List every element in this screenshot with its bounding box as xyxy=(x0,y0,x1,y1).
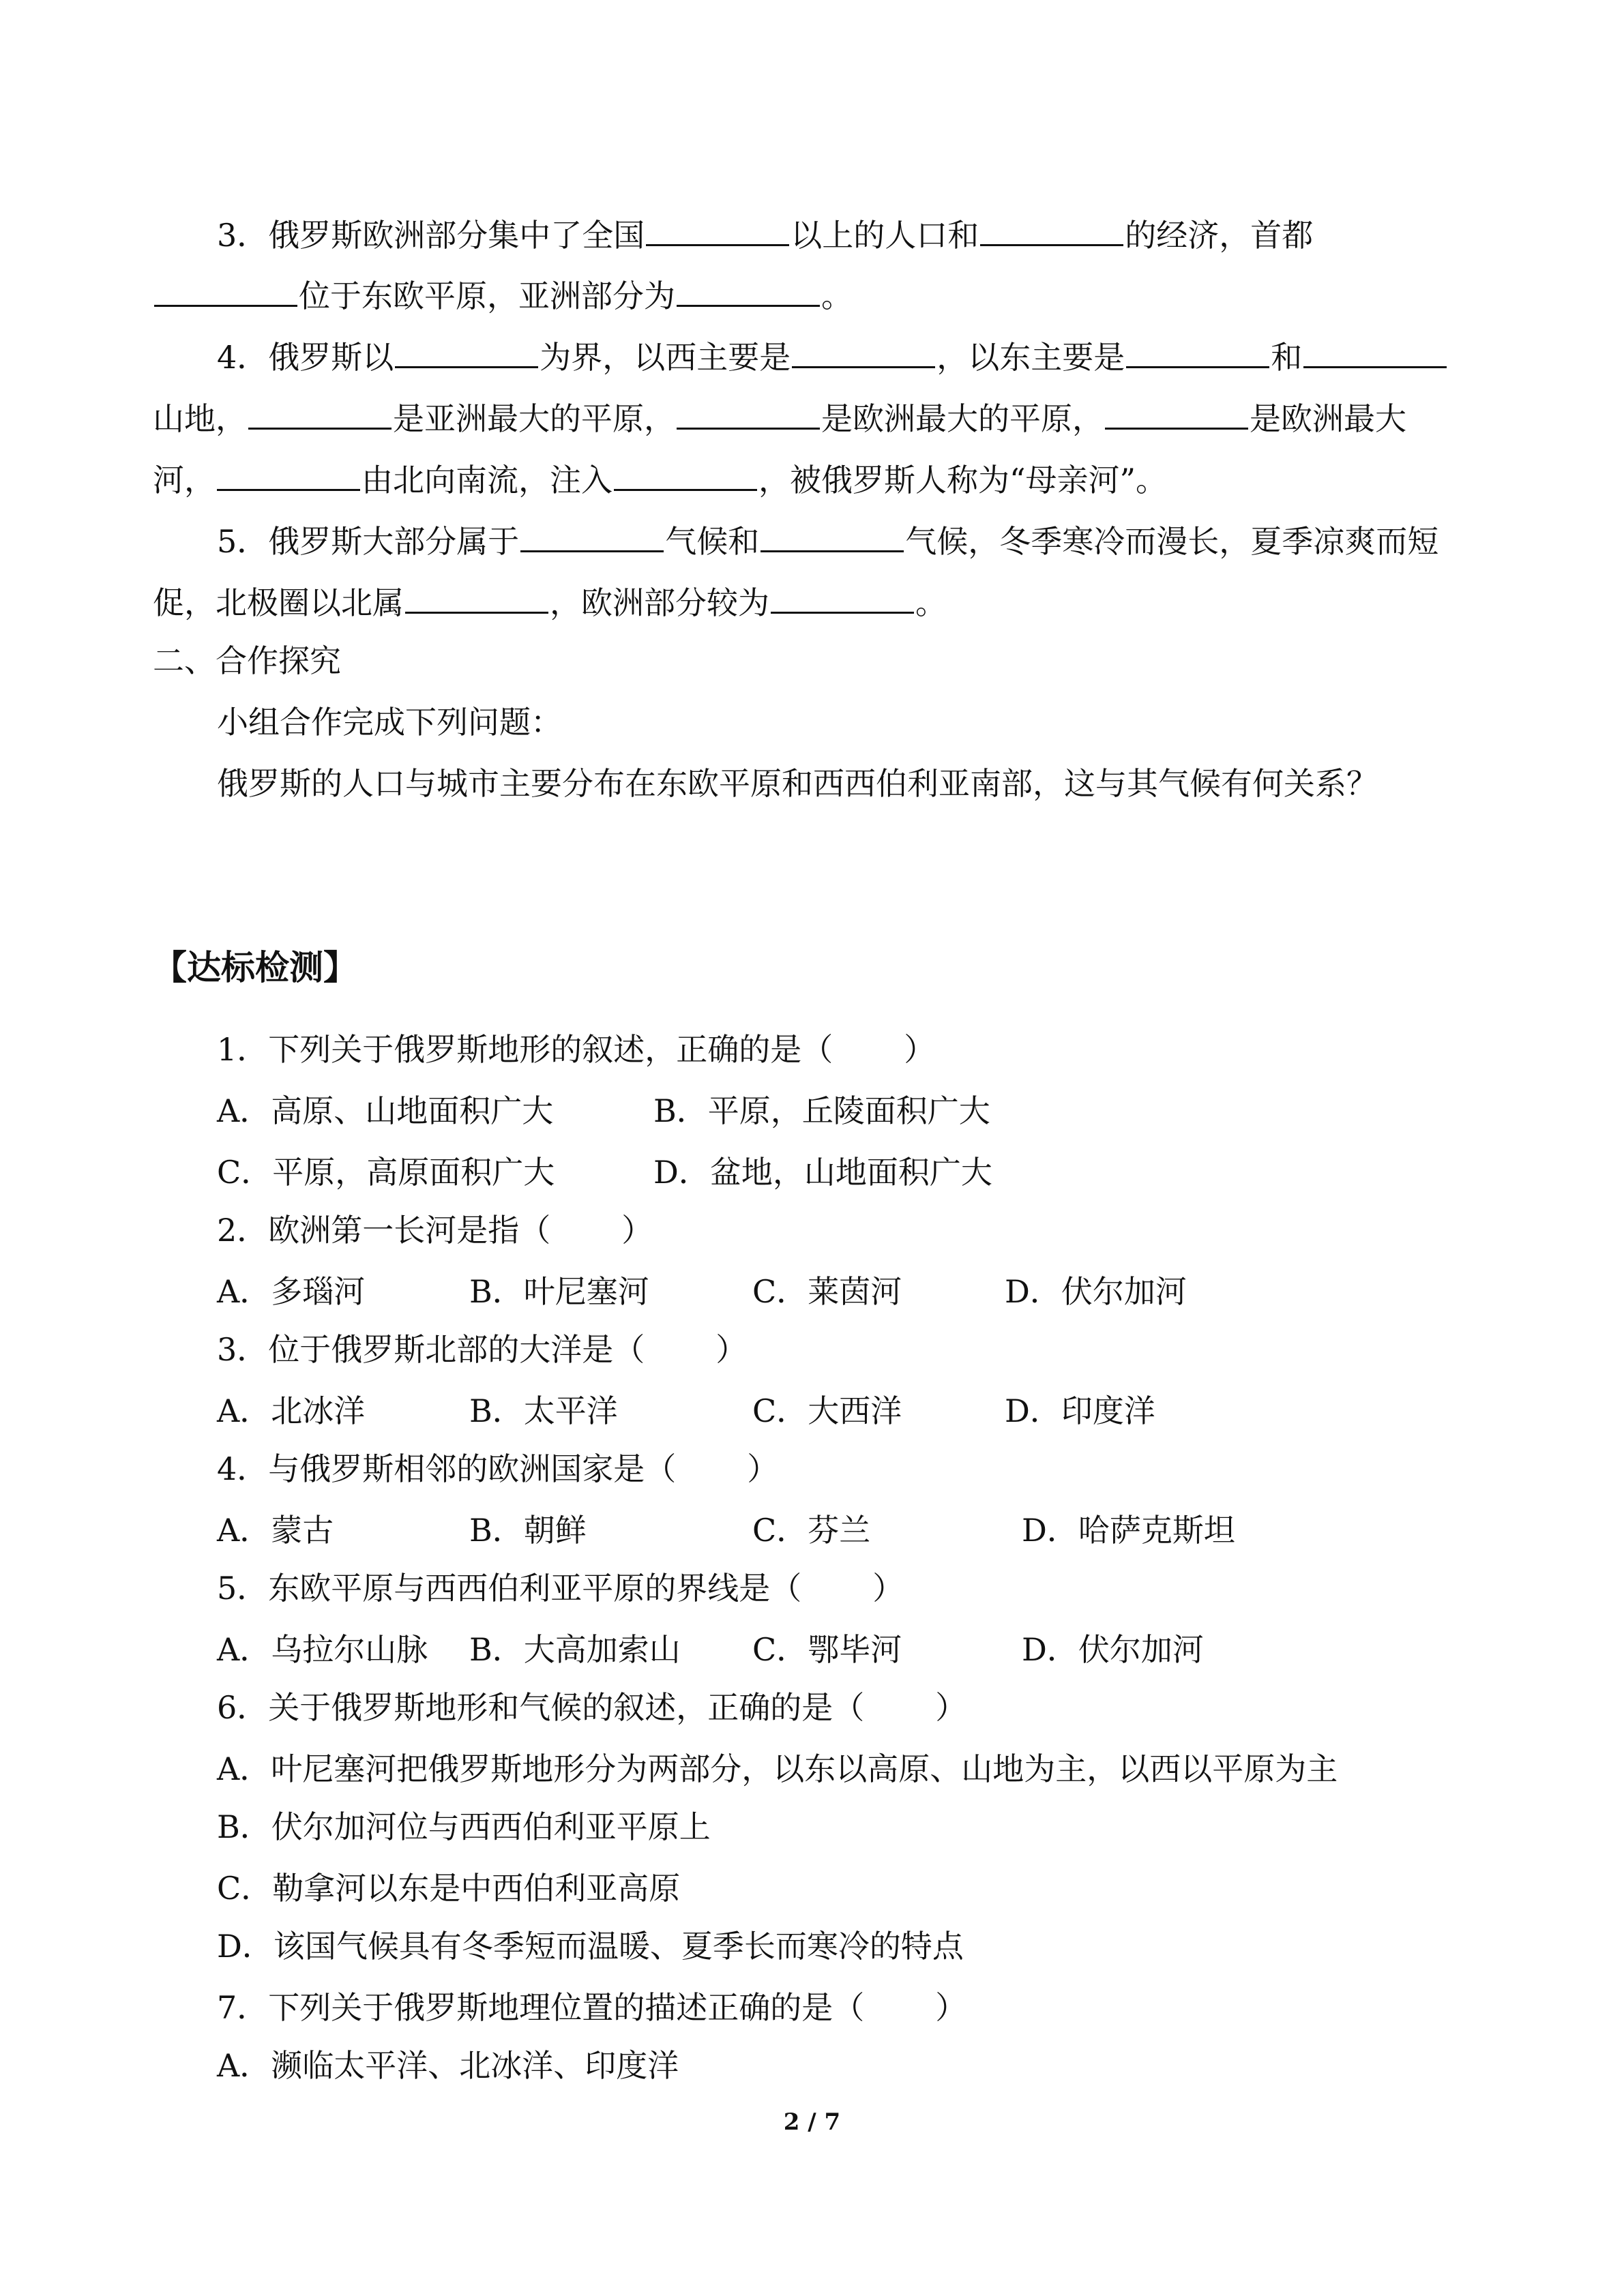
option-b[interactable]: B．大高加索山 xyxy=(469,1631,681,1668)
fill-q5-text-c: 气候，冬季寒冷而漫长，夏季凉爽而短 xyxy=(905,523,1439,560)
fill-q5-text-b: 气候和 xyxy=(665,523,760,560)
option-c[interactable]: C．大西洋 xyxy=(752,1392,902,1429)
option-a[interactable]: A．多瑙河 xyxy=(217,1273,366,1310)
test-heading: 【达标检测】 xyxy=(153,947,357,987)
test-q3-options xyxy=(217,1381,1624,1441)
blank xyxy=(646,207,789,246)
option-c[interactable]: C．鄂毕河 xyxy=(752,1631,902,1668)
question-stem: 6．关于俄罗斯地形和气候的叙述，正确的是（ xyxy=(217,1689,865,1726)
cooperation-heading: 二、合作探究 xyxy=(153,642,341,679)
fill-q5-line2 xyxy=(153,573,1624,633)
fill-q4-text-d: 和 xyxy=(1271,339,1303,376)
fill-q4-line1 xyxy=(217,327,1624,387)
paren-close: ） xyxy=(935,1689,967,1726)
blank xyxy=(520,513,664,552)
paren-close: ） xyxy=(872,1570,904,1607)
option-b[interactable]: B．朝鲜 xyxy=(469,1512,587,1549)
test-q1-options-row1 xyxy=(217,1081,1624,1141)
option-b[interactable]: B．平原，丘陵面积广大 xyxy=(653,1092,990,1129)
cooperation-question: 俄罗斯的人口与城市主要分布在东欧平原和西西伯利亚南部，这与其气候有何关系？ xyxy=(217,765,1378,802)
paren-close: ） xyxy=(747,1450,779,1487)
option-a[interactable]: A．乌拉尔山脉 xyxy=(217,1631,428,1668)
option-c[interactable]: C．平原，高原面积广大 xyxy=(217,1154,555,1191)
test-q6-option-d[interactable]: D．该国气候具有冬季短而温暖、夏季长而寒冷的特点 xyxy=(217,1928,964,1965)
question-stem: 2．欧洲第一长河是指（ xyxy=(217,1212,551,1249)
blank xyxy=(395,329,538,368)
fill-q5-line1 xyxy=(217,511,1624,571)
fill-q4-text-g: 是欧洲最大的平原， xyxy=(821,400,1104,437)
blank xyxy=(980,207,1123,246)
paren-close: ） xyxy=(904,1031,936,1068)
question-stem: 5．东欧平原与西西伯利亚平原的界线是（ xyxy=(217,1570,802,1607)
test-q5-stem xyxy=(217,1558,1624,1618)
blank xyxy=(217,452,360,491)
blank xyxy=(248,391,392,430)
option-d[interactable]: D．印度洋 xyxy=(1005,1392,1155,1429)
option-b[interactable]: B．太平洋 xyxy=(469,1392,618,1429)
fill-q3-line1 xyxy=(217,205,1624,265)
fill-q3-text-b: 以上的人口和 xyxy=(791,217,979,254)
test-q7-option-a[interactable]: A．濒临太平洋、北冰洋、印度洋 xyxy=(217,2047,679,2084)
test-q2-options xyxy=(217,1262,1624,1322)
blank xyxy=(405,575,548,614)
fill-q5-text-e: ，欧洲部分较为 xyxy=(550,584,769,621)
page-number: 2 / 7 xyxy=(783,2108,841,2136)
option-a[interactable]: A．北冰洋 xyxy=(217,1392,366,1429)
fill-q4-text-h: 是欧洲最大 xyxy=(1250,400,1406,437)
fill-q4-line2 xyxy=(153,389,1624,449)
test-q7-stem xyxy=(217,1978,1624,2038)
test-q6-option-c[interactable]: C．勒拿河以东是中西伯利亚高原 xyxy=(217,1870,681,1907)
blank xyxy=(1105,391,1248,430)
test-q4-stem xyxy=(217,1439,1624,1499)
test-q3-stem xyxy=(217,1320,1624,1380)
blank xyxy=(792,329,935,368)
cooperation-intro: 小组合作完成下列问题： xyxy=(217,704,562,741)
fill-q5-text-a: 5．俄罗斯大部分属于 xyxy=(217,523,520,560)
test-q1-options-row2 xyxy=(217,1142,1624,1202)
blank xyxy=(677,268,820,307)
question-stem: 7．下列关于俄罗斯地理位置的描述正确的是（ xyxy=(217,1989,865,2026)
paren-close: ） xyxy=(715,1331,748,1368)
fill-q3-text-a: 3．俄罗斯欧洲部分集中了全国 xyxy=(217,217,645,254)
blank xyxy=(1126,329,1269,368)
question-stem: 4．与俄罗斯相邻的欧洲国家是（ xyxy=(217,1450,677,1487)
question-stem: 1．下列关于俄罗斯地形的叙述，正确的是（ xyxy=(217,1031,833,1068)
fill-q4-line3 xyxy=(153,450,1624,510)
test-q6-option-b[interactable]: B．伏尔加河位与西西伯利亚平原上 xyxy=(217,1808,711,1845)
fill-q4-text-k: ，被俄罗斯人称为“母亲河”。 xyxy=(758,462,1168,498)
test-q2-stem xyxy=(217,1200,1624,1260)
fill-q3-text-d: 位于东欧平原，亚洲部分为 xyxy=(299,278,675,314)
option-c[interactable]: C．莱茵河 xyxy=(752,1273,902,1310)
fill-q4-text-a: 4．俄罗斯以 xyxy=(217,339,394,376)
fill-q3-text-e: 。 xyxy=(821,278,853,314)
fill-q4-text-f: 是亚洲最大的平原， xyxy=(393,400,675,437)
option-d[interactable]: D．哈萨克斯坦 xyxy=(1022,1512,1235,1549)
fill-q4-text-b: 为界，以西主要是 xyxy=(540,339,791,376)
blank xyxy=(771,575,914,614)
paren-close: ） xyxy=(621,1212,653,1249)
fill-q3-line2 xyxy=(153,266,1624,326)
blank xyxy=(677,391,820,430)
test-q6-stem xyxy=(217,1678,1624,1738)
fill-q4-text-c: ，以东主要是 xyxy=(936,339,1125,376)
test-q5-options xyxy=(217,1620,1624,1680)
blank xyxy=(1303,329,1447,368)
question-stem: 3．位于俄罗斯北部的大洋是（ xyxy=(217,1331,645,1368)
fill-q4-text-e: 山地， xyxy=(153,400,247,437)
blank xyxy=(761,513,904,552)
blank xyxy=(614,452,757,491)
option-d[interactable]: D．伏尔加河 xyxy=(1022,1631,1204,1668)
option-d[interactable]: D．伏尔加河 xyxy=(1005,1273,1187,1310)
paren-close: ） xyxy=(935,1989,967,2026)
option-b[interactable]: B．叶尼塞河 xyxy=(469,1273,649,1310)
fill-q4-text-j: 由北向南流，注入 xyxy=(361,462,612,498)
fill-q3-text-c: 的经济，首都 xyxy=(1125,217,1314,254)
option-d[interactable]: D．盆地，山地面积广大 xyxy=(653,1154,992,1191)
blank xyxy=(154,268,297,307)
option-a[interactable]: A．高原、山地面积广大 xyxy=(217,1092,554,1129)
test-q4-options xyxy=(217,1500,1624,1560)
option-c[interactable]: C．芬兰 xyxy=(752,1512,871,1549)
test-q6-option-a[interactable]: A．叶尼塞河把俄罗斯地形分为两部分，以东以高原、山地为主，以西以平原为主 xyxy=(217,1750,1338,1787)
option-a[interactable]: A．蒙古 xyxy=(217,1512,334,1549)
fill-q4-text-i: 河， xyxy=(153,462,216,498)
fill-q5-text-f: 。 xyxy=(915,584,947,621)
fill-q5-text-d: 促，北极圈以北属 xyxy=(153,584,404,621)
test-q1-stem xyxy=(217,1019,1624,1079)
